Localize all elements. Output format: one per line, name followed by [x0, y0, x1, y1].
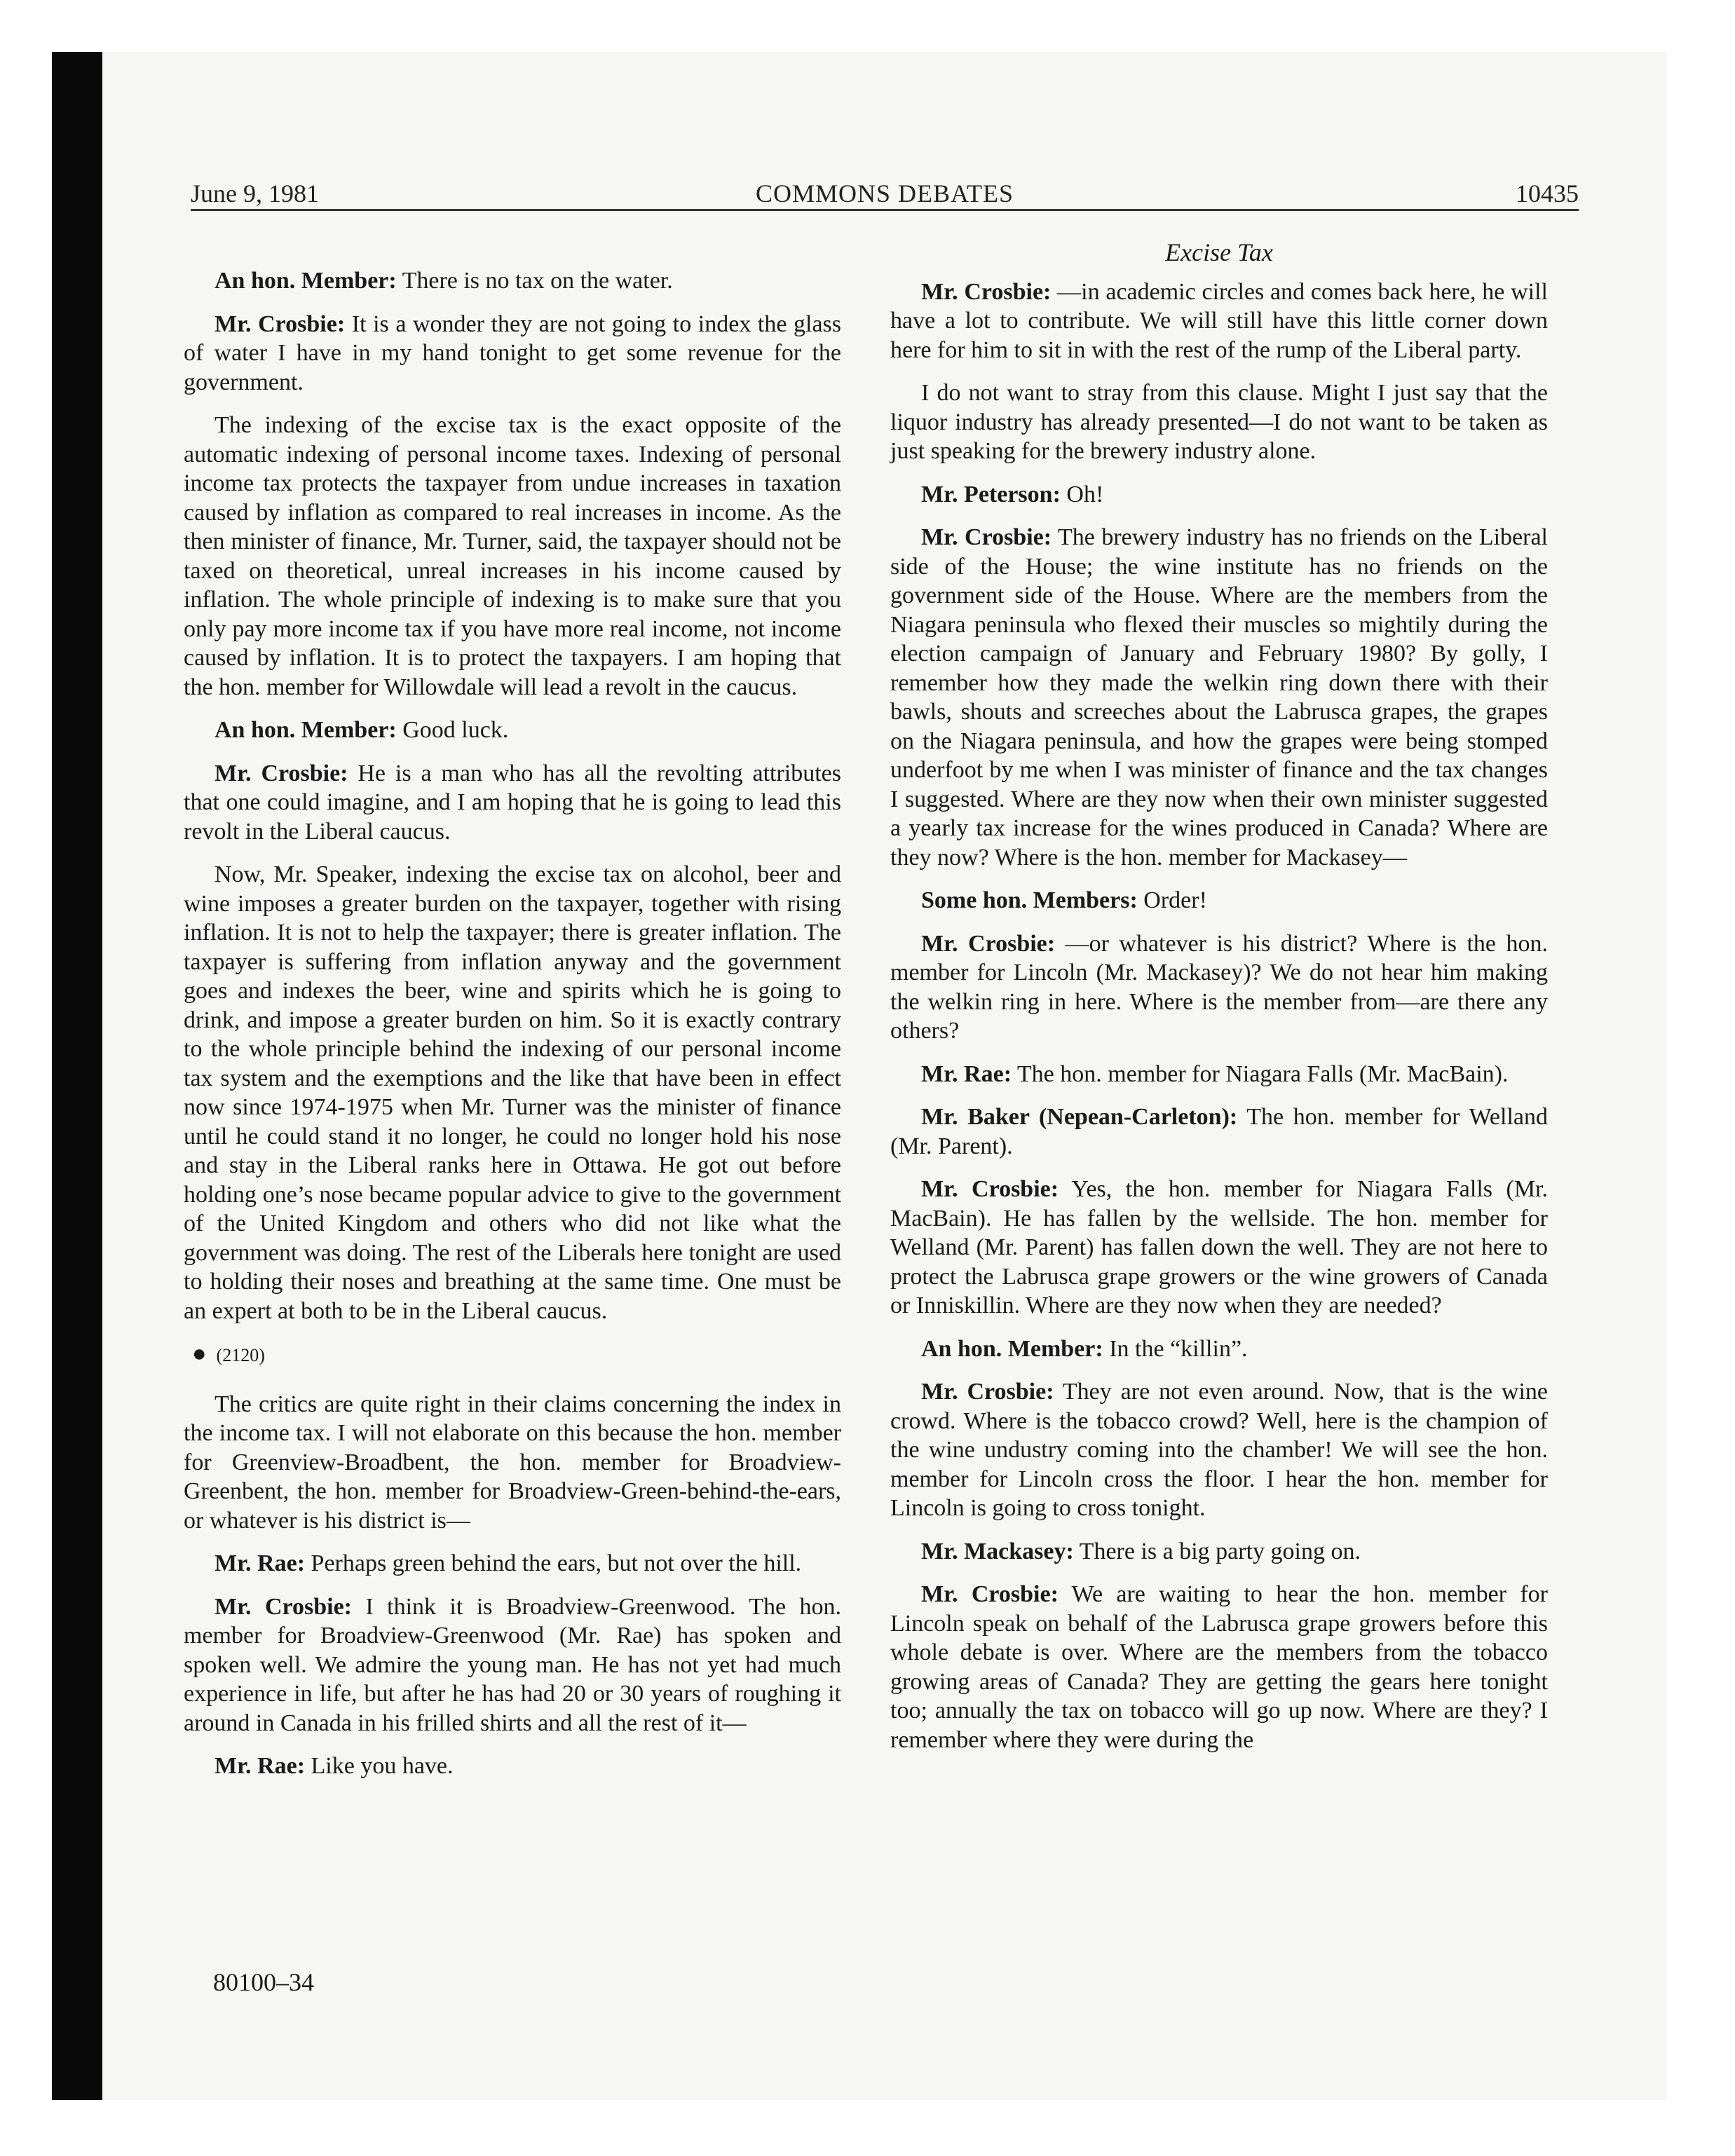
paragraph [890, 1580, 1548, 1754]
speaker-name: Mr. Rae: [215, 1753, 306, 1779]
speaker-name: Mr. Crosbie: [921, 1176, 1059, 1202]
paragraph [890, 1175, 1548, 1321]
speaker-name: Mr. Crosbie: [921, 1379, 1054, 1405]
paragraph [890, 1537, 1548, 1567]
bullet-icon: ● [192, 1341, 207, 1367]
paragraph: The indexing of the excise tax is the exact opposite of the automatic indexing of personal income taxes. Indexing of personal income tax protects the taxpayer from undue increases in taxation caused by inflation as compared to real increases in income. As the then minister of finance, Mr. Turner, said, the taxpayer should not be taxed on theoretical, unreal increases in his income caused by inflation. The whole principle of indexing is to make sure that you only pay more income tax if you have more real income, not income caused by inflation. It is to protect the taxpayers. I am hoping that the hon. member for Willowdale will lead a revolt in the caucus. [184, 412, 841, 700]
speaker-name: Mr. Rae: [921, 1060, 1012, 1087]
paragraph [184, 310, 841, 397]
speech-text: There is a big party going on. [1073, 1538, 1361, 1564]
speech-text: Oh! [1060, 481, 1104, 507]
paragraph: The critics are quite right in their claims concerning the index in the income tax. I will not elaborate on this because the hon. member for Greenview-Broadbent, the hon. member for Broadview-Greenbent, the hon. member for Broadview-Green-behind-the-ears, or whatever is his district is— [184, 1391, 841, 1534]
speech-text: The hon. member for Welland (Mr. Parent). [890, 1104, 1548, 1159]
speech-text: —in academic circles and comes back here, he will have a lot to contribute. We will still have this little corner down here for him to sit in with the rest of the rump of the Liberal party. [890, 278, 1548, 363]
speech-text: There is no tax on the water. [396, 268, 673, 294]
speech-text: We are waiting to hear the hon. member for Lincoln speak on behalf of the Labrusca grape growers before this whole debate is over. Where are the members from the tobacco growing areas of Canada? They are getting the gears here tonight too; annually the tax on tobacco will go up now. Where are they? I remember where they were during the [890, 1581, 1548, 1753]
speaker-name: An hon. Member: [215, 268, 397, 294]
speaker-name: Some hon. Members: [921, 887, 1138, 913]
header-rule [191, 209, 1579, 211]
paragraph [184, 716, 841, 745]
paragraph [184, 1752, 841, 1781]
paragraph [890, 1335, 1548, 1364]
left-column [184, 266, 841, 1795]
speaker-name: Mr. Crosbie: [215, 760, 348, 786]
speech-text: It is a wonder they are not going to index the glass of water I have in my hand tonight to get some revenue for the government. [184, 311, 841, 395]
scan-edge-bar [52, 52, 102, 2100]
speech-text: The brewery industry has no friends on the Liberal side of the House; the wine institute has no friends on the government side of the House. Where are the members from the Niagara peninsula who flexed their muscles so mightily during the election campaign of January and February 1980? By golly, I remember how they made the welkin ring down there with their bawls, shouts and screeches about the Labrusca grapes, the grapes on the Niagara peninsula, and how the grapes were being stomped underfoot by me when I was minister of finance and the tax changes I suggested. Where are they now when their own minister suggested a yearly tax increase for the wines produced in Canada? Where are they now? Where is the hon. member for Mackasey— [890, 524, 1549, 871]
speech-text: He is a man who has all the revolting attributes that one could imagine, and I am hoping that he is going to lead this revolt in the Liberal caucus. [184, 760, 841, 845]
paragraph [890, 523, 1548, 872]
paragraph: I do not want to stray from this clause. Might I just say that the liquor industry has already presented—I do not want to be taken as just speaking for the brewery industry alone. [890, 380, 1548, 464]
speaker-name: Mr. Crosbie: [921, 1581, 1059, 1607]
speech-text: They are not even around. Now, that is the wine crowd. Where is the tobacco crowd? Well, here is the champion of the wine undustry coming into the chamber! We will see the hon. member for Lincoln cross the floor. I hear the hon. member for Lincoln is going to cross tonight. [890, 1379, 1548, 1521]
speaker-name: An hon. Member: [921, 1335, 1103, 1362]
time-stamp: (2120) [216, 1345, 265, 1365]
speech-text: I think it is Broadview-Greenwood. The hon. member for Broadview-Greenwood (Mr. Rae) has spoken and spoken well. We admire the young man. He has not yet had much experience in life, but after he has had 20 or 30 years of roughing it around in Canada in his frilled shirts and all the rest of it— [184, 1593, 841, 1736]
speech-text: Yes, the hon. member for Niagara Falls (Mr. MacBain). He has fallen by the wellside. The hon. member for Welland (Mr. Parent) has fallen down the well. They are not here to protect the Labrusca grape growers or the wine growers of Canada or Inniskillin. Where are they now when they are needed? [890, 1176, 1549, 1318]
paragraph [890, 929, 1548, 1046]
speaker-name: Mr. Crosbie: [215, 311, 346, 337]
paragraph [890, 1060, 1548, 1089]
paragraph [890, 1377, 1548, 1523]
speaker-name: An hon. Member: [215, 717, 397, 743]
paragraph [890, 886, 1548, 915]
speech-text: Perhaps green behind the ears, but not over the hill. [305, 1550, 802, 1576]
speech-text: —or whatever is his district? Where is the hon. member for Lincoln (Mr. Mackasey)? We do not hear him making the welkin ring in here. Where is the member from—are there any others? [890, 930, 1548, 1044]
speaker-name: Mr. Rae: [215, 1550, 306, 1576]
section-title: Excise Tax [1165, 238, 1273, 266]
speech-text: Good luck. [396, 717, 509, 743]
paragraph [890, 480, 1548, 510]
paragraph [184, 1549, 841, 1578]
speaker-name: Mr. Peterson: [921, 481, 1061, 507]
speech-text: Order! [1137, 887, 1207, 913]
time-marker [192, 1339, 841, 1370]
paragraph [890, 278, 1548, 365]
header-date: June 9, 1981 [191, 179, 319, 207]
speaker-name: Mr. Mackasey: [921, 1538, 1074, 1564]
speech-text: The hon. member for Niagara Falls (Mr. MacBain). [1012, 1060, 1509, 1087]
speaker-name: Mr. Baker (Nepean-Carleton): [921, 1104, 1238, 1130]
speaker-name: Mr. Crosbie: [921, 278, 1052, 305]
header-title: COMMONS DEBATES [755, 179, 1014, 207]
speaker-name: Mr. Crosbie: [921, 930, 1056, 957]
speaker-name: Mr. Crosbie: [921, 524, 1052, 550]
right-column [890, 238, 1548, 1768]
speaker-name: Mr. Crosbie: [215, 1593, 352, 1620]
paragraph [890, 1103, 1548, 1161]
paragraph [184, 1592, 841, 1738]
paragraph [184, 759, 841, 847]
paragraph [184, 266, 841, 296]
paragraph: Now, Mr. Speaker, indexing the excise tax on alcohol, beer and wine imposes a greater burden on the taxpayer, together with rising inflation. It is not to help the taxpayer; there is greater inflation. The taxpayer is suffering from inflation anyway and the government goes and indexes the beer, wine and spirits which he is going to drink, and impose a greater burden on him. So it is exactly contrary to the whole principle behind the indexing of our personal income tax system and the exemptions and the like that have been in effect now since 1974-1975 when Mr. Turner was the minister of finance until he could stand it no longer, he could no longer hold his nose and stay in the Liberal ranks here in Ottawa. He got out before holding one’s nose became popular advice to give to the government of the United Kingdom and others who did not like what the government was doing. The rest of the Liberals here tonight are used to holding their noses and breathing at the same time. One must be an expert at both to be in the Liberal caucus. [184, 861, 841, 1324]
speech-text: In the “killin”. [1103, 1335, 1248, 1362]
header-page-number: 10435 [1516, 179, 1579, 207]
speech-text: Like you have. [305, 1753, 454, 1779]
footer-code: 80100–34 [213, 1968, 314, 1996]
